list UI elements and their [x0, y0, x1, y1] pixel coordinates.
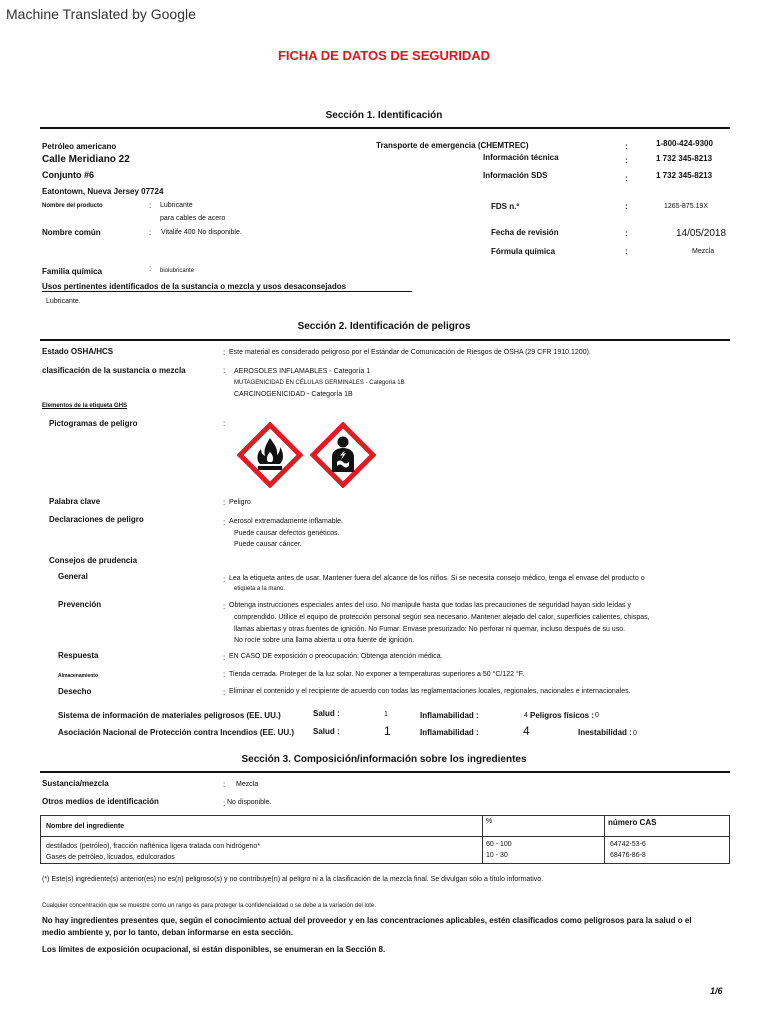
storage-label: Almacenamiento	[58, 673, 99, 679]
pictograms-label: Pictogramas de peligro	[49, 419, 138, 428]
ingredient-name: destilados (petróleo), fracción nafténica ligera tratada con hidrógeno*	[46, 843, 261, 850]
hazard-statement: Aerosol extremadamente inflamable.	[229, 518, 344, 525]
classification-item: CARCINOGENICIDAD - Categoría 1B	[234, 391, 353, 398]
nfpa-health-value: 1	[384, 724, 391, 738]
ingredient-percent: 10 - 30	[486, 852, 508, 859]
chemical-family-value: biolubricante	[160, 268, 195, 274]
common-name-label: Nombre común	[42, 228, 101, 237]
company-name: Petróleo americano	[42, 142, 117, 151]
ingredient-cas: 64742-53-6	[610, 841, 646, 848]
other-id-label: Otros medios de identificación	[42, 797, 159, 806]
nfpa-instability-label: Inestabilidad :	[578, 728, 632, 737]
uses-underline	[42, 291, 412, 292]
classification-item: AEROSOLES INFLAMABLES - Categoría 1	[234, 368, 371, 375]
nfpa-flammability-label: Inflamabilidad :	[420, 728, 479, 737]
hmis-health-label: Salud :	[313, 709, 340, 718]
section-1-rule	[40, 127, 730, 129]
hmis-flammability-label: Inflamabilidad :	[420, 711, 479, 720]
signal-word-label: Palabra clave	[49, 497, 101, 506]
hmis-health-value: 1	[384, 711, 388, 718]
prevention-label: Prevención	[58, 600, 102, 609]
revision-date-label: Fecha de revisión	[491, 228, 559, 237]
revision-date-value: 14/05/2018	[676, 228, 727, 239]
flame-pictogram-icon	[237, 422, 303, 488]
no-hazard-statement: No hay ingredientes presentes que, según el conocimiento actual del proveedor y en las concentraciones aplicables, estén clasificados como peligrosos para la salud o el	[42, 916, 692, 925]
hazard-statement: Puede causar cáncer.	[234, 541, 302, 548]
health-hazard-pictogram-icon	[310, 422, 376, 488]
osha-status-label: Estado OSHA/HCS	[42, 347, 114, 356]
ghs-elements-label: Elementos de la etiqueta GHS	[42, 403, 128, 409]
chemical-formula-label: Fórmula química	[491, 247, 556, 256]
document-title: FICHA DE DATOS DE SEGURIDAD	[277, 48, 491, 63]
response-label: Respuesta	[58, 651, 99, 660]
storage-text: Tienda cerrada. Proteger de la luz solar. No exponer a temperaturas superiores a 50 °C/122 °F.	[229, 671, 525, 678]
product-name-value: Lubricante	[160, 202, 193, 209]
nfpa-flammability-value: 4	[523, 724, 530, 738]
confidentiality-note: Cualquier concentración que se muestre como un rango es para proteger la confidencialidad o se debe a la variación del lote.	[42, 903, 376, 909]
substance-label: Sustancia/mezcla	[42, 779, 109, 788]
fds-label: FDS n.º	[491, 202, 520, 211]
page-number: 1/6	[710, 986, 723, 996]
hmis-physical-value: 0	[595, 712, 599, 719]
section-1-heading: Sección 1. Identificación	[325, 110, 443, 121]
section-2-heading: Sección 2. Identificación de peligros	[297, 321, 471, 332]
prevention-text: comprendido. Utilice el equipo de protección personal según sea necesario. Mantener alejado del calor, superficies calientes, chispas,	[234, 614, 650, 621]
no-hazard-statement-2: medio ambiente y, por lo tanto, deban informarse en esta sección.	[42, 928, 294, 937]
translation-banner: Machine Translated by Google	[6, 6, 196, 22]
company-city: Eatontown, Nueva Jersey 07724	[42, 187, 164, 196]
ingredients-table	[40, 815, 730, 864]
fds-value: 1265-875.19X	[664, 203, 708, 210]
ingredient-cas: 68476-86-8	[610, 852, 646, 859]
sds-info-phone: 1 732 345-8213	[656, 171, 713, 180]
nfpa-label: Asociación Nacional de Protección contra Incendios (EE. UU.)	[58, 728, 295, 737]
ingredient-percent: 60 - 100	[486, 841, 512, 848]
substance-value: Mezcla	[236, 781, 259, 788]
nfpa-health-label: Salud :	[313, 727, 340, 736]
ingredient-name: Gases de petróleo, licuados, edulcorados	[46, 854, 175, 861]
table-row	[41, 837, 730, 864]
nfpa-instability-value: 0	[633, 730, 637, 737]
hazard-statement: Puede causar defectos genéticos.	[234, 530, 340, 537]
hmis-label: Sistema de información de materiales peligrosos (EE. UU.)	[58, 711, 281, 720]
prevention-text: llamas abiertas y otras fuentes de ignición. No Fumar. Envase presurizado: No perforar ni quemar, incluso después de su uso.	[234, 626, 626, 633]
chemical-formula-value: Mezcla	[692, 248, 715, 255]
non-hazardous-footnote: (*) Este(s) ingrediente(s) anterior(es) no es(n) peligroso(s) y no contribuye(n) al peligro ni a la clasificación de la mezcla final. Se divulgan sólo a título informativo.	[42, 876, 544, 883]
tech-info-phone: 1 732 345-8213	[656, 154, 713, 163]
header-ingredient-name: Nombre del ingrediente	[41, 816, 483, 837]
disposal-text: Eliminar el contenido y el recipiente de acuerdo con todas las reglamentaciones locales, regionales, nacionales e internacionales.	[229, 688, 631, 695]
general-text-2: etiqueta a la mano.	[234, 586, 286, 592]
precautionary-label: Consejos de prudencia	[49, 556, 138, 565]
general-label: General	[58, 572, 88, 581]
tech-info-label: Información técnica	[483, 153, 559, 162]
section-3-rule	[40, 771, 730, 773]
product-name-value-2: para cables de acero	[160, 215, 226, 222]
osha-status-value: Este material es considerado peligroso por el Estándar de Comunicación de Riesgos de OSHA (29 CFR 1910.1200).	[229, 349, 591, 356]
prevention-text: Obtenga instrucciones especiales antes del uso. No manipule hasta que todas las precauciones de seguridad hayan sido leídas y	[229, 602, 631, 609]
uses-value: Lubricante.	[46, 298, 81, 305]
section-3-heading: Sección 3. Composición/información sobre los ingredientes	[241, 754, 527, 765]
section-2-rule	[40, 339, 730, 341]
prevention-text: No rocíe sobre una llama abierta u otra fuente de ignición.	[234, 637, 415, 644]
product-name-label: Nombre del producto	[42, 203, 103, 209]
disposal-label: Desecho	[58, 687, 92, 696]
header-percent: %	[483, 816, 605, 837]
response-text: EN CASO DE exposición o preocupación: Obtenga atención médica.	[229, 653, 443, 660]
common-name-value: Vitalife 400 No disponible.	[161, 229, 242, 236]
table-header-row	[41, 816, 730, 837]
chemical-family-label: Familia química	[42, 267, 103, 276]
emergency-label: Transporte de emergencia (CHEMTREC)	[376, 141, 529, 150]
hmis-flammability-value: 4	[524, 712, 528, 719]
sds-info-label: Información SDS	[483, 171, 548, 180]
general-text: Lea la etiqueta antes de usar. Mantener fuera del alcance de los niños. Si se necesita consejo médico, tenga el envase del producto o	[229, 575, 645, 582]
company-unit: Conjunto #6	[42, 170, 94, 180]
classification-item: MUTAGENICIDAD EN CÉLULAS GERMINALES - Categoría 1B	[234, 380, 405, 386]
company-street: Calle Meridiano 22	[42, 154, 130, 165]
classification-label: clasificación de la sustancia o mezcla	[42, 366, 186, 375]
header-cas-number: número CAS	[605, 816, 730, 837]
other-id-value: No disponible.	[227, 799, 272, 806]
signal-word-value: Peligro	[229, 499, 251, 506]
uses-label: Usos pertinentes identificados de la sustancia o mezcla y usos desaconsejados	[42, 282, 347, 291]
hmis-physical-label: Peligros físicos :	[530, 711, 595, 720]
emergency-phone: 1-800-424-9300	[656, 139, 713, 148]
hazard-statements-label: Declaraciones de peligro	[49, 515, 144, 524]
exposure-limits-note: Los límites de exposición ocupacional, si están disponibles, se enumeran en la Sección 8.	[42, 945, 386, 954]
